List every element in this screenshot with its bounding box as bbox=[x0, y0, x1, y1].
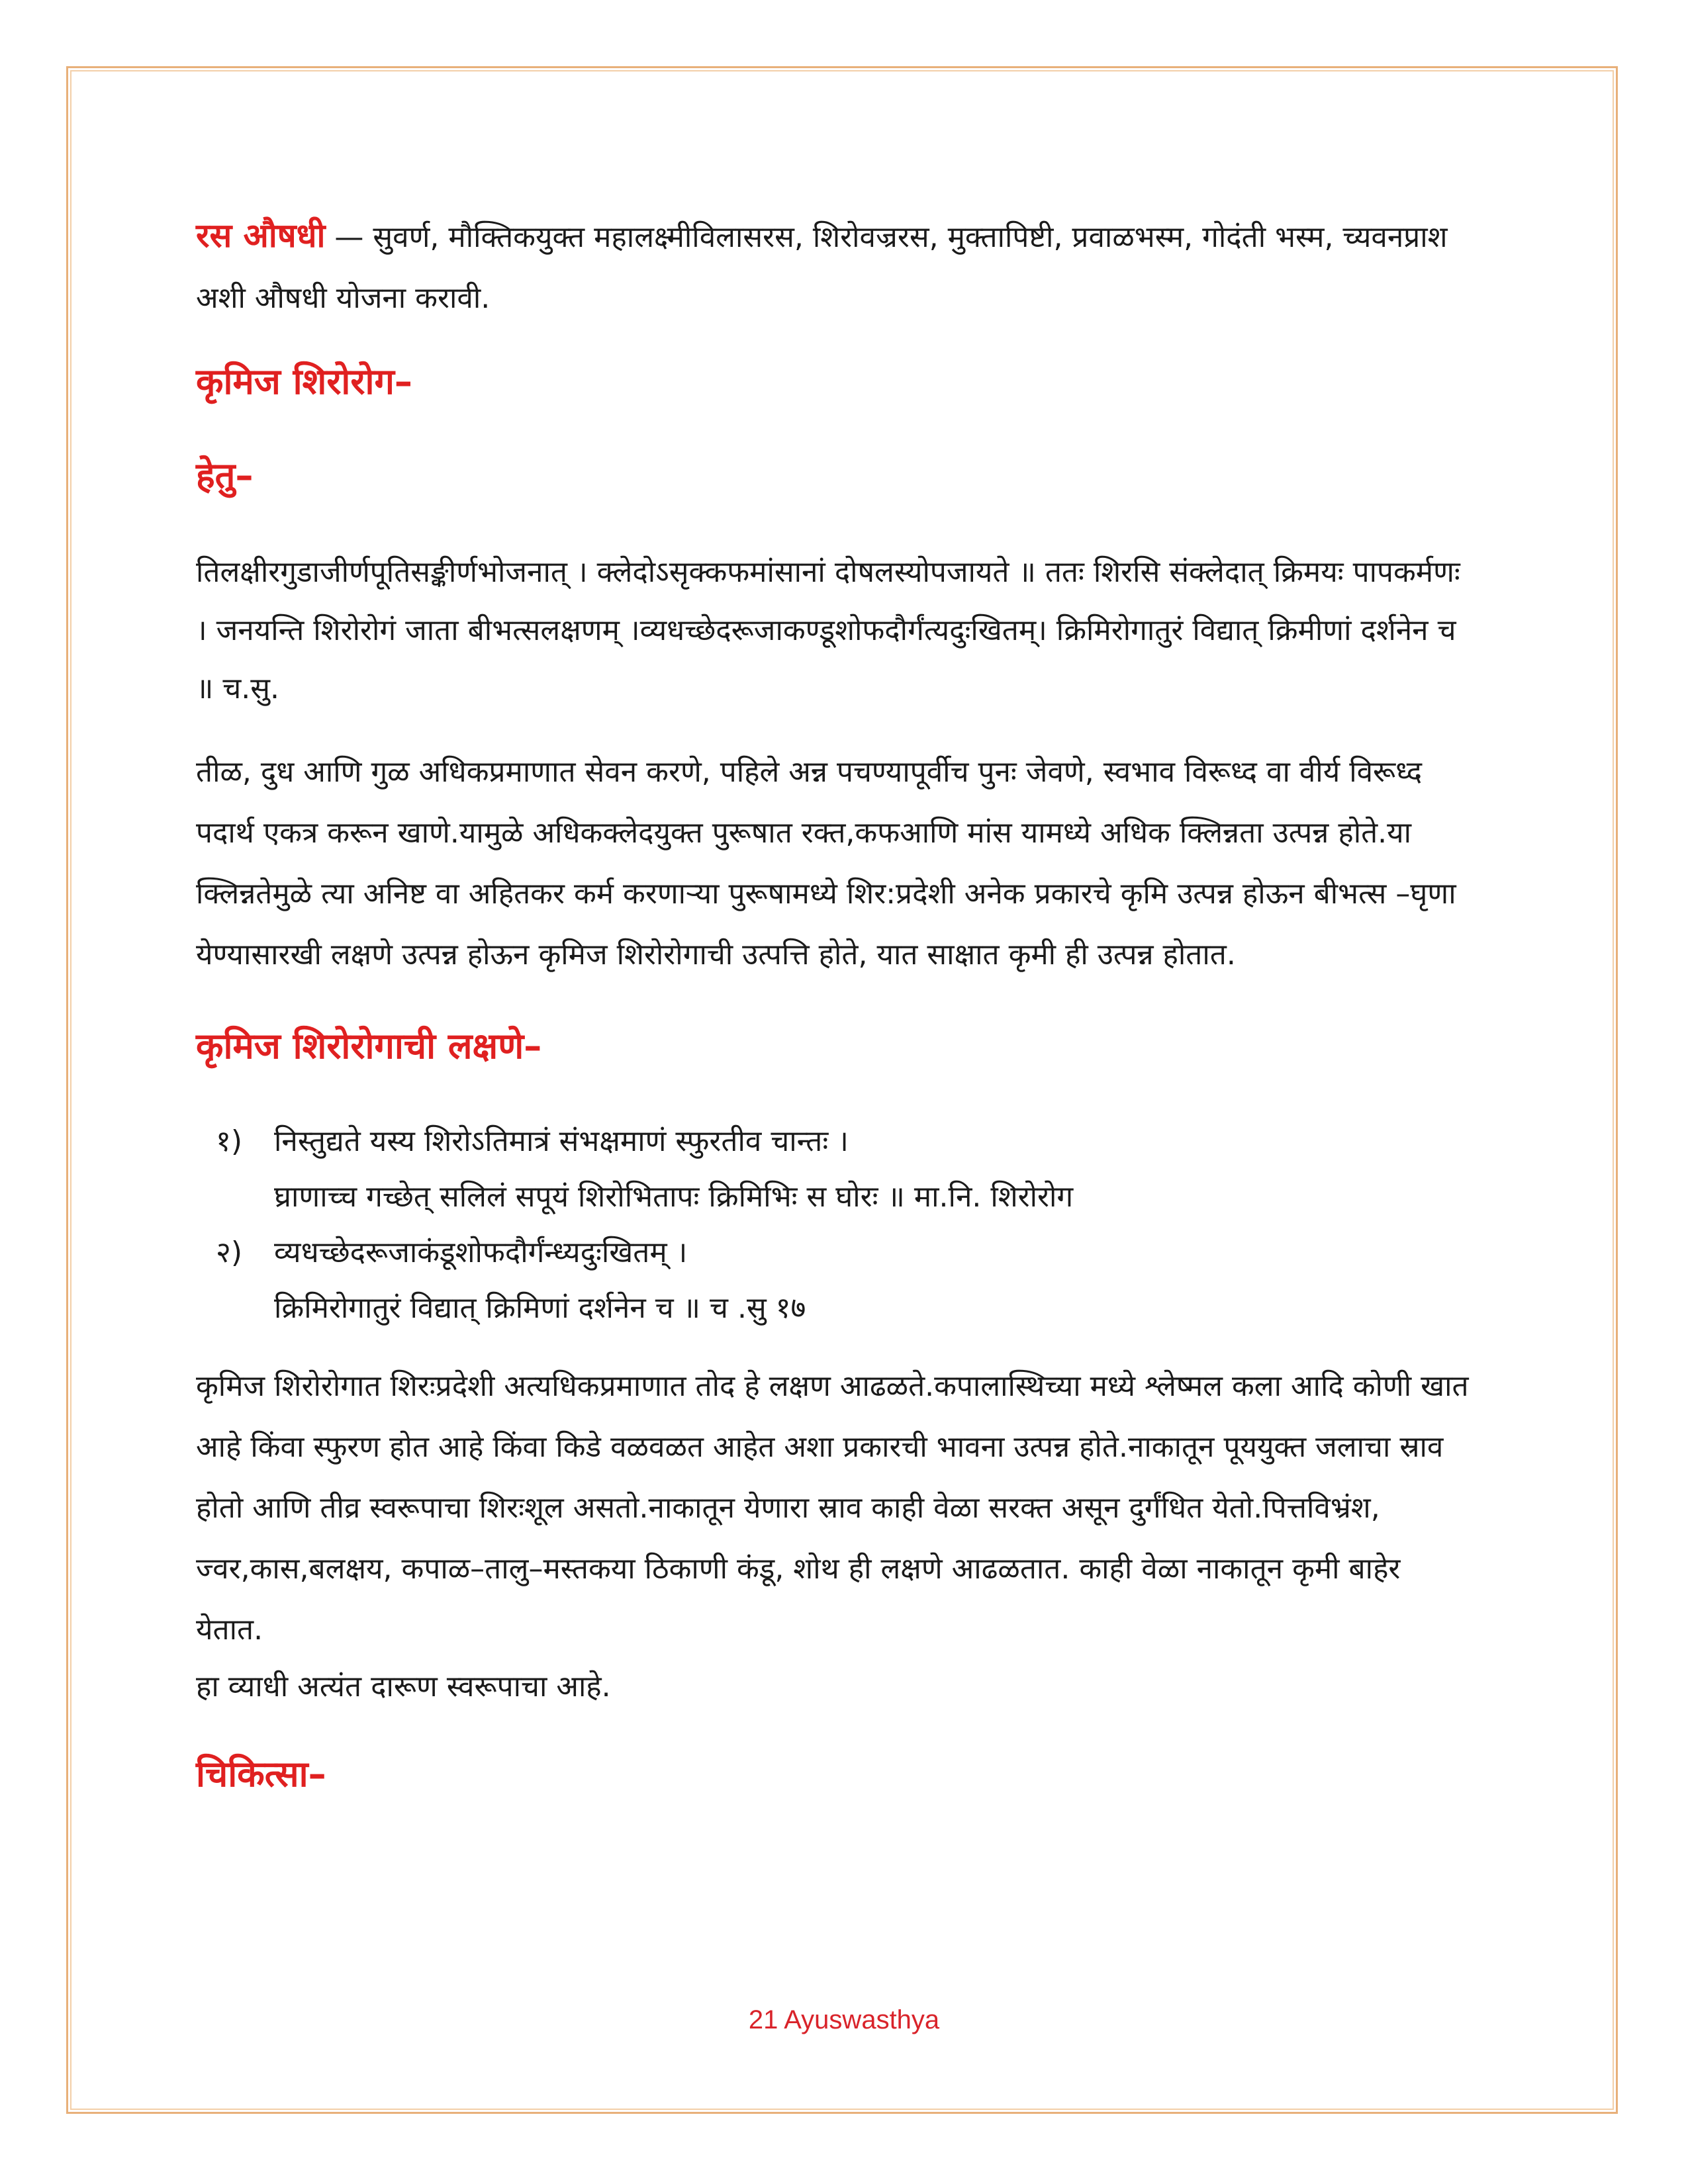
list-item bbox=[196, 1114, 1474, 1225]
heading-chikitsa: चिकित्सा– bbox=[196, 1753, 326, 1795]
intro-paragraph bbox=[196, 205, 1474, 329]
lakshane-explanation: कृमिज शिरोरोगात शिरःप्रदेशी अत्यधिकप्रमाणात तोद हे लक्षण आढळते.कपालास्थिच्या मध्ये श्लेष्मल कला आदि कोणी खात आहे किंवा स्फुरण होत आहे किंवा किडे वळवळत आहेत अशा प्रकारची भावना उत्पन्न होते.नाकातून पूययुक्त जलाचा स्राव होतो आणि तीव्र स्वरूपाचा शिरःशूल असतो.नाकातून येणारा स्राव काही वेळा सरक्त असून दुर्गंधित येतो.पित्तविभ्रंश, ज्वर,कास,बलक्षय, कपाळ–तालु–मस्तकया ठिकाणी कंडू, शोथ ही लक्षणे आढळतात. काही वेळा नाकातून कृमी बाहेर येतात. bbox=[196, 1369, 1469, 1647]
page-footer: 21 Ayuswasthya bbox=[748, 2005, 940, 2034]
page-content bbox=[196, 205, 1474, 1842]
list-item bbox=[196, 1225, 1474, 1336]
intro-text: — सुवर्ण, मौक्तिकयुक्त महालक्ष्मीविलासरस, शिरोवज्ररस, मुक्तापिष्टी, प्रवाळभस्म, गोदंती भस्म, च्यवनप्राश अशी औषधी योजना करावी. bbox=[196, 220, 1448, 315]
list-item-body bbox=[274, 1225, 806, 1336]
shloka-line: व्यधच्छेदरूजाकंडूशोफदौर्गंन्ध्यदुःखितम् । bbox=[274, 1236, 688, 1269]
heading-lakshane: कृमिज शिरोरोगाची लक्षणे– bbox=[196, 1025, 542, 1067]
shloka-line: निस्तुद्यते यस्य शिरोऽतिमात्रं संभक्षमाणं स्फुरतीव चान्तः । bbox=[274, 1124, 849, 1158]
lakshane-list bbox=[196, 1114, 1474, 1336]
list-item-body bbox=[274, 1114, 1073, 1225]
shloka-line: घ्राणाच्च गच्छेत् सलिलं सपूयं शिरोभितापः क्रिमिभिः स घोरः ॥ मा.नि. शिरोरोग bbox=[274, 1180, 1074, 1214]
list-item-number: २) bbox=[216, 1236, 243, 1269]
severity-line: हा व्याधी अत्यंत दारूण स्वरूपाचा आहे. bbox=[196, 1670, 611, 1704]
heading-hetu: हेतु– bbox=[196, 455, 254, 496]
list-item-number: १) bbox=[216, 1124, 243, 1158]
hetu-explanation: तीळ, दुध आणि गुळ अधिकप्रमाणात सेवन करणे, पहिले अन्न पचण्यापूर्वीच पुनः जेवणे, स्वभाव विरूध्द वा वीर्य विरूध्द पदार्थ एकत्र करून खाणे.यामुळे अधिकक्लेदयुक्त पुरूषात रक्त,कफआणि मांस यामध्ये अधिक क्लिन्नता उत्पन्न होते.या क्लिन्नतेमुळे त्या अनिष्ट वा अहितकर कर्म करणाऱ्या पुरूषामध्ये शिर:प्रदेशी अनेक प्रकारचे कृमि उत्पन्न होऊन बीभत्स –घृणा येण्यासारखी लक्षणे उत्पन्न होऊन कृमिज शिरोरोगाची उत्पत्ति होते, यात साक्षात कृमी ही उत्पन्न होतात. bbox=[196, 755, 1456, 972]
intro-lead: रस औषधी bbox=[196, 216, 326, 255]
hetu-shloka: तिलक्षीरगुडाजीर्णपूतिसङ्कीर्णभोजनात् । क्लेदोऽसृक्कफमांसानां दोषलस्योपजायते ॥ ततः शिरसि संक्लेदात् क्रिमयः पापकर्मणः । जनयन्ति शिरोरोगं जाता बीभत्सलक्षणम् ।व्यधच्छेदरूजाकण्डूशोफदौर्गंत्यदुःखितम्। क्रिमिरोगातुरं विद्यात् क्रिमीणां दर्शनेन च ॥ च.सु. bbox=[196, 555, 1460, 705]
shloka-line: क्रिमिरोगातुरं विद्यात् क्रिमिणां दर्शनेन च ॥ च .सु १७ bbox=[274, 1291, 806, 1325]
heading-krimij-shiroroga: कृमिज शिरोरोग– bbox=[196, 361, 412, 402]
